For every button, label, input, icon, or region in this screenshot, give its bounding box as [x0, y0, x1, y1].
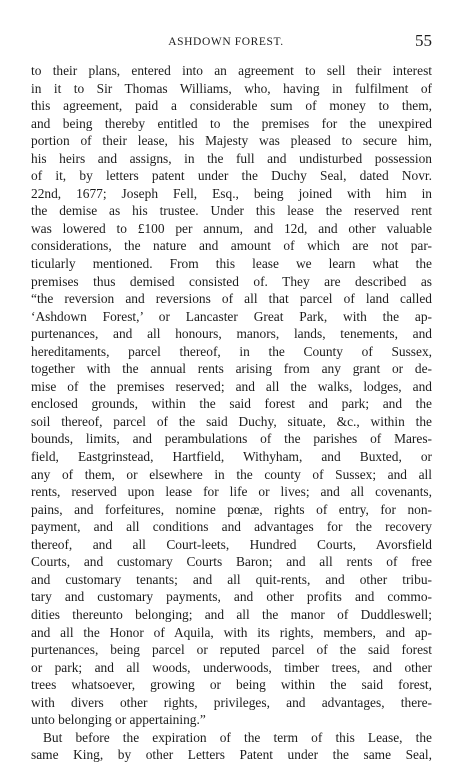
text-line: tary and customary payments, and other profits and commo-: [31, 589, 432, 605]
text-line: with divers other rights, privileges, and advantages, there-: [31, 694, 432, 710]
text-line: But before the expiration of the term of this Lease, the: [43, 729, 432, 745]
text-line: field, Eastgrinstead, Hartfield, Withyham, and Buxted, or: [31, 449, 432, 465]
text-line: and customary tenants; and all quit-rents, and other tribu-: [31, 571, 432, 587]
text-line: considerations, the nature and amount of which are not par-: [31, 238, 432, 254]
text-line: Courts, and customary Courts Baron; and all rents of free: [31, 554, 432, 570]
text-line: payment, and all conditions and advantages for the recovery: [31, 519, 432, 535]
text-line: the demise as his trustee. Under this lease the reserved rent: [31, 203, 432, 219]
text-line: this agreement, paid a considerable sum of money to them,: [31, 98, 432, 114]
text-line: pains, and forfeitures, nomine pœnæ, rights of entry, for non-: [31, 501, 432, 517]
text-line: dities thereunto belonging; and all the manor of Duddleswell;: [31, 606, 432, 622]
text-line: portion of their lease, his Majesty was pleased to secure him,: [31, 133, 432, 149]
page-number: 55: [415, 31, 432, 50]
text-line: purtenances, being parcel or reputed parcel of the said forest: [31, 642, 432, 658]
text-line: in it to Sir Thomas Williams, who, having in fulfilment of: [31, 80, 432, 96]
text-line: ticularly mentioned. From this lease we learn what the: [31, 256, 432, 272]
text-line: together with the annual rents arising from any grant or de-: [31, 361, 432, 377]
text-line: soil thereof, parcel of the said Duchy, situate, &c., within the: [31, 413, 432, 429]
text-line: thereof, and all Court-leets, Hundred Courts, Avorsfield: [31, 536, 432, 552]
text-line: 22nd, 1677; Joseph Fell, Esq., being joined with him in: [31, 185, 432, 201]
text-line: his heirs and assigns, in the full and undisturbed possession: [31, 150, 432, 166]
text-line: enclosed grounds, within the said forest and park; and the: [31, 396, 432, 412]
text-line: trees whatsoever, growing or being within the said forest,: [31, 677, 432, 693]
text-line: “the reversion and reversions of all that parcel of land called: [31, 291, 432, 307]
text-line: premises thus demised consisted of. They are described as: [31, 273, 432, 289]
text-line: purtenances, and all honours, manors, lands, tenements, and: [31, 326, 432, 342]
text-line: was lowered to £100 per annum, and 12d, and other valuable: [31, 220, 432, 236]
text-line: and all the Honor of Aquila, with its rights, members, and ap-: [31, 624, 432, 640]
text-line: and being thereby entitled to the premises for the unexpired: [31, 115, 432, 131]
body-text: [31, 62, 432, 764]
running-header: [20, 33, 432, 51]
text-line: unto belonging or appertaining.”: [31, 712, 206, 728]
text-line: ‘Ashdown Forest,’ or Lancaster Great Park, with the ap-: [31, 308, 432, 324]
text-line: or park; and all woods, underwoods, timber trees, and other: [31, 659, 432, 675]
text-line: any of them, or elsewhere in the county of Sussex; and all: [31, 466, 432, 482]
text-line: rents, reserved upon lease for life or lives; and all covenants,: [31, 484, 432, 500]
text-line: same King, by other Letters Patent under the same Seal,: [31, 747, 432, 763]
text-line: of it, by letters patent under the Duchy Seal, dated Novr.: [31, 168, 432, 184]
text-line: mise of the premises reserved; and all the walks, lodges, and: [31, 378, 432, 394]
text-line: hereditaments, parcel thereof, in the County of Sussex,: [31, 343, 432, 359]
text-line: to their plans, entered into an agreement to sell their interest: [31, 63, 432, 78]
text-line: bounds, limits, and perambulations of the parishes of Mares-: [31, 431, 432, 447]
running-title: ASHDOWN FOREST.: [168, 36, 284, 48]
